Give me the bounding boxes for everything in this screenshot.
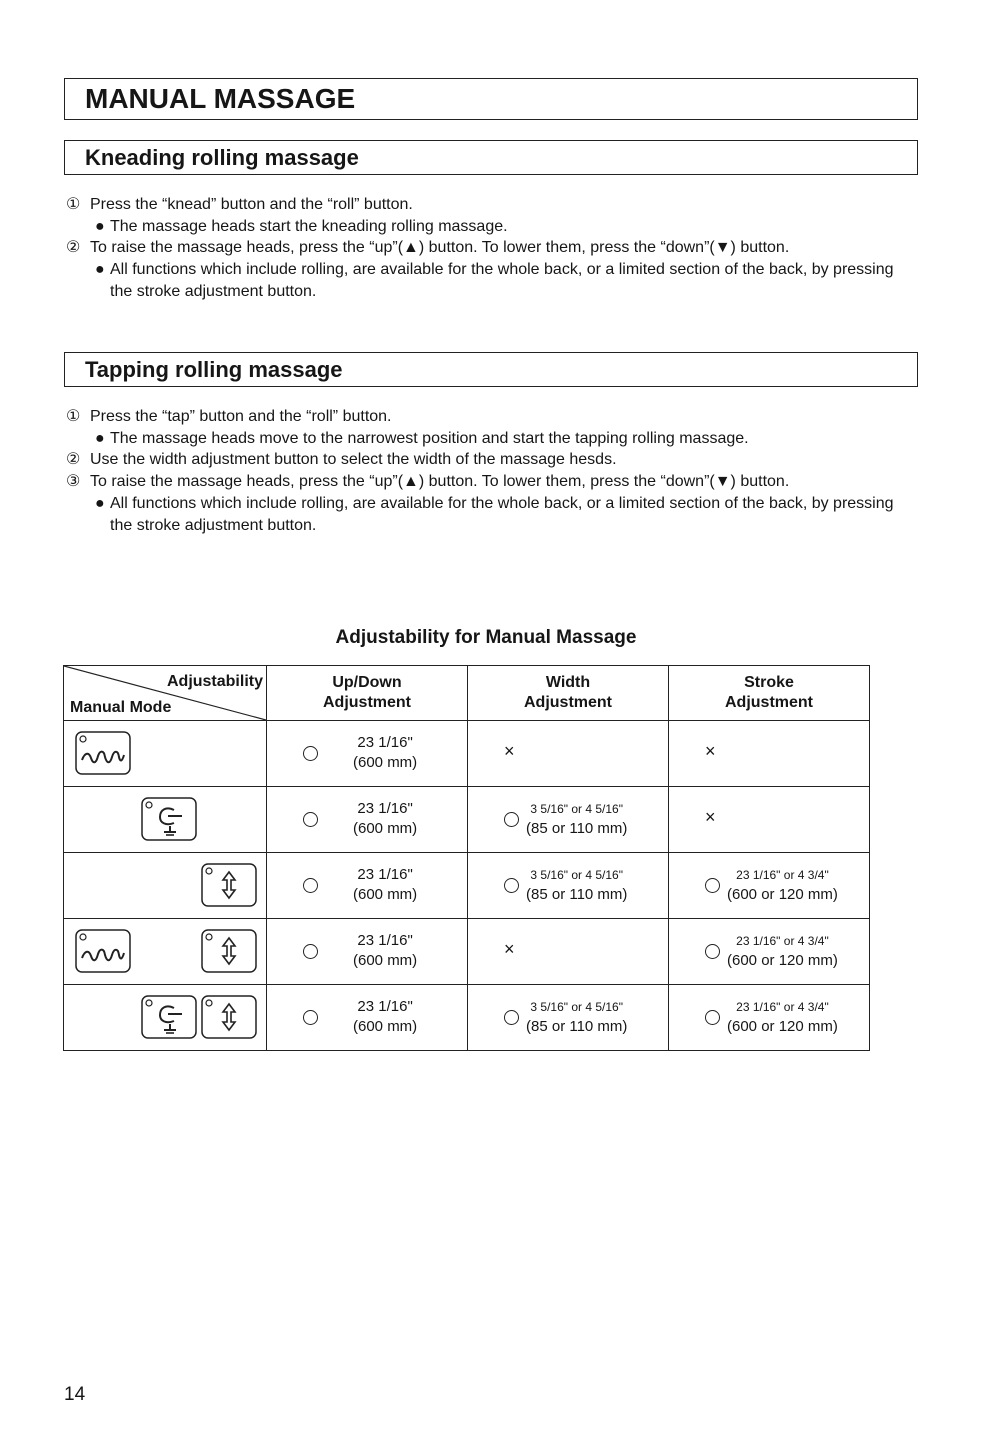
adjustment-value: 3 5/16" or 4 5/16" (85 or 110 mm) — [526, 802, 628, 837]
updown-cell — [267, 985, 468, 1051]
page-title: MANUAL MASSAGE — [64, 78, 918, 120]
available-mark — [303, 1010, 318, 1025]
step-text: Press the “knead” button and the “roll” button. — [90, 196, 413, 213]
stroke-icon — [200, 994, 258, 1045]
bullet-text: All functions which include rolling, are available for the whole back, or a limited section of the back, by pressing the stroke adjustment button. — [110, 494, 894, 534]
width-cell — [468, 919, 669, 985]
bullet-note — [66, 493, 916, 536]
bullet-icon: ● — [95, 494, 105, 512]
header-width: Width Adjustment — [468, 666, 669, 721]
bullet-note — [66, 428, 916, 450]
not-available-mark: × — [504, 939, 515, 959]
knead-roll-icon — [74, 730, 132, 781]
width-cell — [468, 787, 669, 853]
table-row — [64, 985, 870, 1051]
adjustment-value: 23 1/16" (600 mm) — [353, 800, 418, 837]
page-number: 14 — [64, 1384, 86, 1405]
adjustment-value: 23 1/16" or 4 3/4" (600 or 120 mm) — [727, 1000, 838, 1035]
table-row — [64, 787, 870, 853]
adjustment-value: 23 1/16" (600 mm) — [353, 998, 418, 1035]
available-mark — [705, 1010, 720, 1025]
width-cell — [468, 985, 669, 1051]
step-text: To raise the massage heads, press the “up”(▲) button. To lower them, press the “down”(▼) button. — [90, 473, 790, 491]
adjustment-value: 3 5/16" or 4 5/16" (85 or 110 mm) — [526, 868, 628, 903]
step-number: ① — [66, 196, 81, 213]
table-row — [64, 853, 870, 919]
table-header-row — [64, 666, 870, 721]
available-mark — [504, 812, 519, 827]
corner-adjustability-label: Adjustability — [166, 673, 263, 690]
step-1 — [66, 194, 916, 216]
bullet-text: All functions which include rolling, are available for the whole back, or a limited section of the back, by pressing the stroke adjustment button. — [110, 261, 894, 300]
step-text: Press the “tap” button and the “roll” button. — [90, 408, 392, 425]
mode-cell — [64, 985, 267, 1051]
adjustment-value: 23 1/16" (600 mm) — [353, 866, 418, 903]
adjustment-value: 23 1/16" (600 mm) — [353, 932, 418, 969]
stroke-icon — [200, 862, 258, 913]
step-text: To raise the massage heads, press the “up”(▲) button. To lower them, press the “down”(▼) button. — [90, 239, 790, 257]
available-mark — [303, 746, 318, 761]
available-mark — [303, 878, 318, 893]
bullet-text: The massage heads move to the narrowest position and start the tapping rolling massage. — [110, 429, 749, 447]
available-mark — [705, 878, 720, 893]
table-row — [64, 919, 870, 985]
mode-cell — [64, 787, 267, 853]
tap-roll-icon — [140, 994, 198, 1045]
adjustment-value: 3 5/16" or 4 5/16" (85 or 110 mm) — [526, 1000, 628, 1035]
stroke-cell — [669, 853, 870, 919]
header-updown: Up/Down Adjustment — [267, 666, 468, 721]
bullet-text: The massage heads start the kneading rolling massage. — [110, 217, 508, 235]
step-number: ① — [66, 408, 81, 425]
updown-cell — [267, 721, 468, 787]
adjustment-value: 23 1/16" or 4 3/4" (600 or 120 mm) — [727, 934, 838, 969]
stroke-icon — [200, 928, 258, 979]
step-text: Use the width adjustment button to select the width of the massage hesds. — [90, 451, 617, 469]
tapping-instructions — [66, 406, 916, 536]
mode-cell — [64, 721, 267, 787]
bullet-icon: ● — [95, 217, 105, 235]
table-row — [64, 721, 870, 787]
bullet-note — [66, 259, 916, 302]
step-number: ③ — [66, 473, 81, 491]
step-1 — [66, 406, 916, 428]
knead-roll-icon — [74, 928, 132, 979]
width-cell — [468, 853, 669, 919]
available-mark — [504, 1010, 519, 1025]
step-2 — [66, 237, 916, 259]
stroke-cell — [669, 919, 870, 985]
available-mark — [303, 812, 318, 827]
not-available-mark: × — [504, 741, 515, 761]
adjustment-value: 23 1/16" or 4 3/4" (600 or 120 mm) — [727, 868, 838, 903]
stroke-cell — [669, 721, 870, 787]
header-stroke: Stroke Adjustment — [669, 666, 870, 721]
mode-cell — [64, 919, 267, 985]
table-title: Adjustability for Manual Massage — [335, 627, 637, 648]
tap-roll-icon — [140, 796, 198, 847]
updown-cell — [267, 919, 468, 985]
adjustability-table — [63, 665, 870, 1051]
updown-cell — [267, 787, 468, 853]
step-number: ② — [66, 239, 81, 257]
available-mark — [504, 878, 519, 893]
corner-header — [64, 666, 267, 721]
updown-cell — [267, 853, 468, 919]
kneading-instructions — [66, 194, 916, 303]
mode-cell — [64, 853, 267, 919]
not-available-mark: × — [705, 741, 716, 761]
stroke-cell — [669, 985, 870, 1051]
section-heading-tapping: Tapping rolling massage — [64, 352, 918, 387]
width-cell — [468, 721, 669, 787]
available-mark — [705, 944, 720, 959]
step-number: ② — [66, 451, 81, 469]
bullet-icon: ● — [95, 429, 105, 447]
bullet-icon: ● — [95, 261, 105, 279]
bullet-note — [66, 216, 916, 238]
section-heading-kneading: Kneading rolling massage — [64, 140, 918, 175]
adjustment-value: 23 1/16" (600 mm) — [353, 734, 418, 771]
step-3 — [66, 471, 916, 493]
corner-manual-mode-label: Manual Mode — [70, 699, 172, 716]
stroke-cell — [669, 787, 870, 853]
step-2 — [66, 449, 916, 471]
not-available-mark: × — [705, 807, 716, 827]
available-mark — [303, 944, 318, 959]
